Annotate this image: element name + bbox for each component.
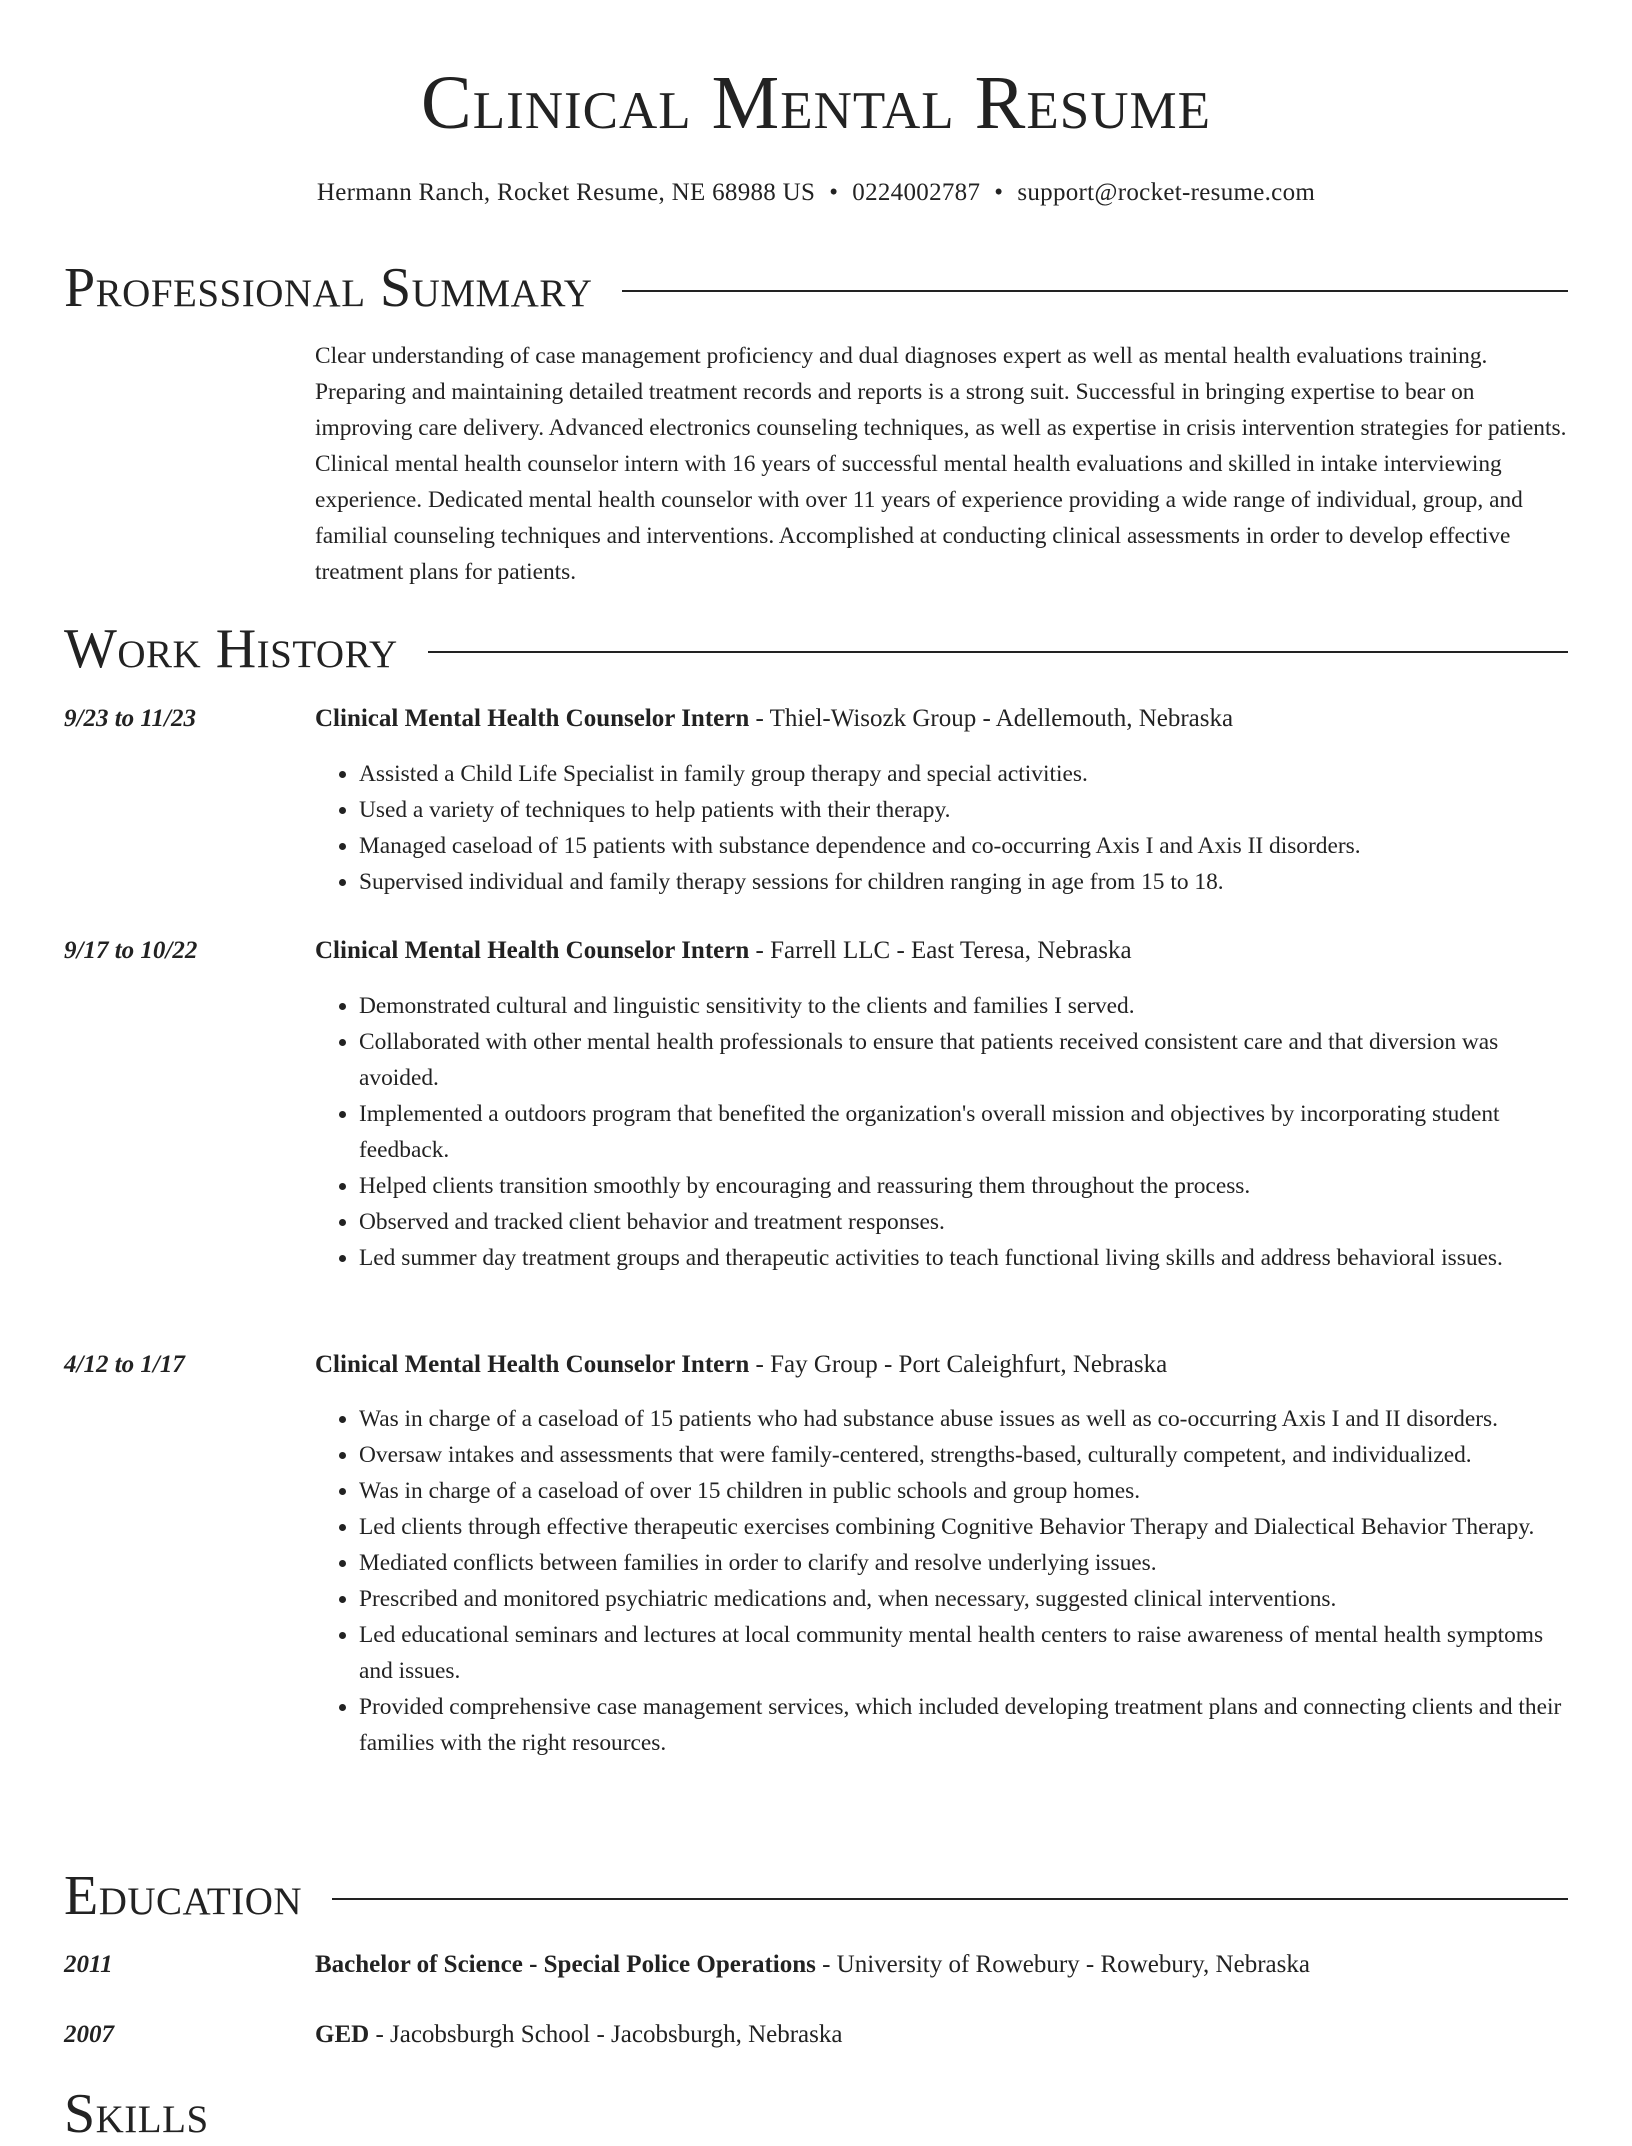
contact-separator: • [994,179,1004,206]
job-title: Clinical Mental Health Counselor Intern [315,937,750,964]
job-bullet: • Was in charge of a caseload of over 15 children in public schools and group homes. [359,1473,1570,1509]
job-heading [315,702,1570,736]
job-bullets [315,756,1570,900]
job-bullets [315,1401,1570,1761]
education-school: - University of Rowebury - Rowebury, Nebraska [815,1951,1310,1978]
section-header-education [64,1864,1568,1928]
job-date: 9/23 to 11/23 [64,705,196,732]
education-degree: GED [315,2021,370,2048]
contact-phone: 0224002787 [852,179,981,206]
job-bullet: • Collaborated with other mental health professionals to ensure that patients received consistent care and that diversion was avoided. [359,1024,1570,1096]
job-title: Clinical Mental Health Counselor Intern [315,705,750,732]
job-bullet: • Helped clients transition smoothly by encouraging and reassuring them throughout the process. [359,1168,1570,1204]
job-bullet: • Used a variety of techniques to help patients with their therapy. [359,792,1570,828]
job-bullet: • Assisted a Child Life Specialist in family group therapy and special activities. [359,756,1570,792]
job-bullet: • Oversaw intakes and assessments that were family-centered, strengths-based, culturally competent, and individualized. [359,1437,1570,1473]
job-bullet: • Prescribed and monitored psychiatric medications and, when necessary, suggested clinical interventions. [359,1581,1570,1617]
education-school: - Jacobsburgh School - Jacobsburgh, Nebraska [369,2021,843,2048]
section-title-work-history: Work History [64,618,398,680]
job-bullet: • Mediated conflicts between families in order to clarify and resolve underlying issues. [359,1545,1570,1581]
job-bullet: • Led clients through effective therapeutic exercises combining Cognitive Behavior Therapy and Dialectical Behavior Therapy. [359,1509,1570,1545]
section-divider [332,1898,1568,1900]
resume-name: Clinical Mental Resume [421,61,1211,145]
job-bullet: • Managed caseload of 15 patients with substance dependence and co-occurring Axis I and Axis II disorders. [359,828,1570,864]
job-employer: - Thiel-Wisozk Group - Adellemouth, Nebraska [749,705,1234,732]
job-bullet: • Demonstrated cultural and linguistic sensitivity to the clients and families I served. [359,988,1570,1024]
job-bullet: • Led educational seminars and lectures at local community mental health centers to raise awareness of mental health symptoms and issues. [359,1617,1570,1689]
section-header-summary [64,256,1568,320]
section-header-work-history [64,617,1568,681]
education-date: 2011 [64,1951,113,1978]
contact-email: support@rocket-resume.com [1017,179,1316,206]
job-employer: - Farrell LLC - East Teresa, Nebraska [749,937,1132,964]
job-title: Clinical Mental Health Counselor Intern [315,1351,750,1378]
job-bullet: • Observed and tracked client behavior and treatment responses. [359,1204,1570,1240]
job-heading [315,934,1570,968]
education-heading [315,2018,1570,2052]
job-bullet: • Implemented a outdoors program that benefited the organization's overall mission and objectives by incorporating student feedback. [359,1096,1570,1168]
contact-line [0,176,1632,210]
job-bullet: • Led summer day treatment groups and therapeutic activities to teach functional living skills and address behavioral issues. [359,1240,1570,1276]
section-title-summary: Professional Summary [64,257,593,319]
section-divider [622,290,1568,292]
education-heading [315,1948,1570,1982]
section-title-education: Education [64,1865,303,1927]
job-heading [315,1348,1570,1382]
job-bullets [315,988,1570,1276]
section-title-skills: Skills [64,2083,209,2145]
job-date: 4/12 to 1/17 [64,1351,185,1378]
section-header-skills [64,2082,1568,2146]
contact-address: Hermann Ranch, Rocket Resume, NE 68988 US [316,179,816,206]
section-divider [428,651,1568,653]
job-bullet: • Supervised individual and family therapy sessions for children ranging in age from 15 to 18. [359,864,1570,900]
education-degree: Bachelor of Science - Special Police Operations [315,1951,816,1978]
education-date: 2007 [64,2021,114,2048]
job-bullet: • Was in charge of a caseload of 15 patients who had substance abuse issues as well as co-occurring Axis I and II disorders. [359,1401,1570,1437]
summary-text: Clear understanding of case management proficiency and dual diagnoses expert as well as mental health evaluations training. Preparing and maintaining detailed treatment records and reports is a strong suit. Successful in bringing expertise to bear on improving care delivery. Advanced electronics counseling techniques, as well as expertise in crisis intervention strategies for patients. Clinical mental health counselor intern with 16 years of successful mental health evaluations and skilled in intake interviewing experience. Dedicated mental health counselor with over 11 years of experience providing a wide range of individual, group, and familial counseling techniques and interventions. Accomplished at conducting clinical assessments in order to develop effective treatment plans for patients. [315,343,1567,585]
contact-separator: • [829,179,839,206]
job-bullet: • Provided comprehensive case management services, which included developing treatment plans and connecting clients and their families with the right resources. [359,1689,1570,1761]
job-date: 9/17 to 10/22 [64,937,198,964]
job-employer: - Fay Group - Port Caleighfurt, Nebraska [749,1351,1168,1378]
